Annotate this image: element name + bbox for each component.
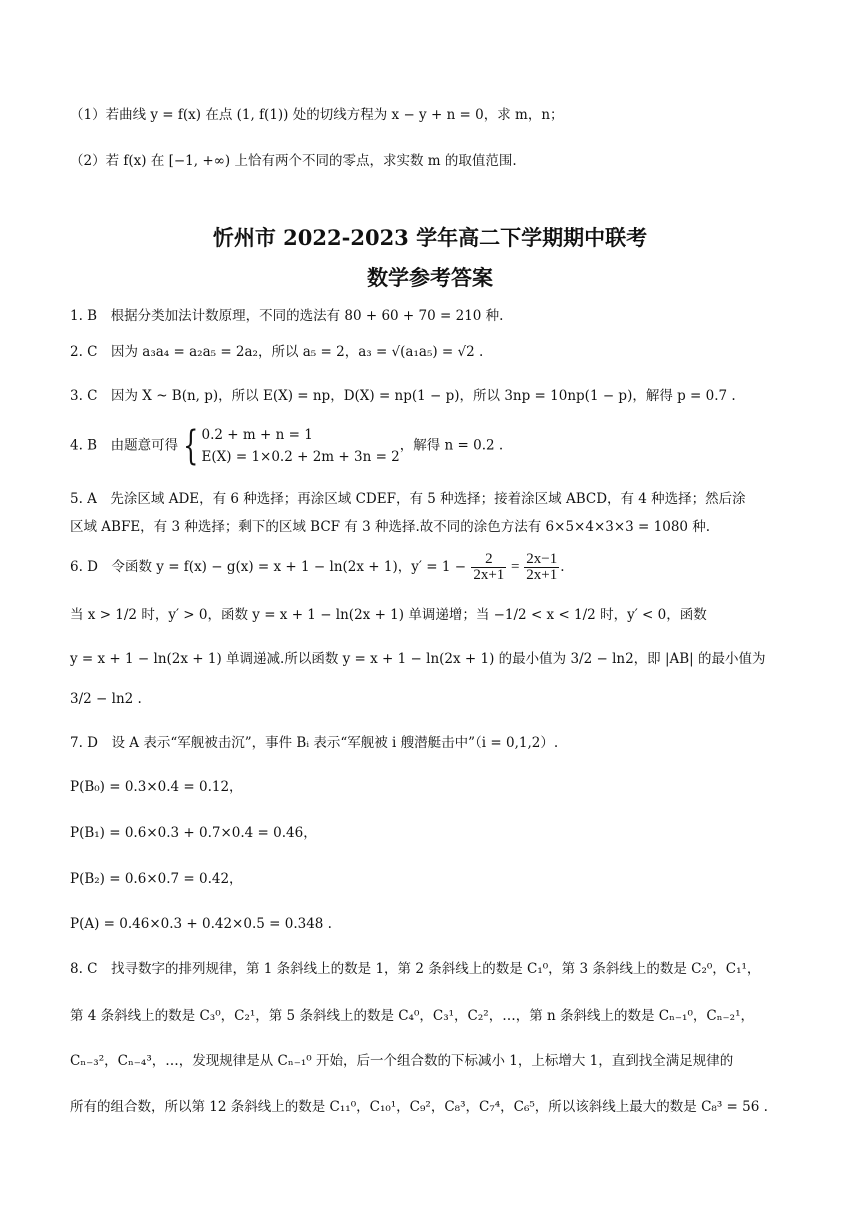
answer-7-line-5: P(A) = 0.46×0.3 + 0.42×0.5 = 0.348 . (70, 916, 332, 932)
question-part-1: （1）若曲线 y = f(x) 在点 (1, f(1)) 处的切线方程为 x − y + n = 0，求 m，n； (70, 107, 564, 123)
answer-4-suffix: ，解得 n = 0.2 . (399, 437, 504, 454)
answer-7-line-1: 7. D 设 A 表示“军舰被击沉”，事件 Bᵢ 表示“军舰被 i 艘潜艇击中”（i = 0,1,2）. (70, 735, 559, 751)
answer-6-line-4: 3/2 − ln2 . (70, 691, 142, 707)
page-subtitle: 数学参考答案 (367, 265, 493, 290)
answer-4 (70, 424, 800, 468)
fraction-derivative-1: $\frac{2}{2x+1}$ (473, 551, 505, 583)
answer-5-line-2: 区域 ABFE，有 3 种选择；剩下的区域 BCF 有 3 种选择.故不同的涂色方法有 6×5×4×3×3 = 1080 种. (70, 519, 711, 535)
question-part-2: （2）若 f(x) 在 [−1, +∞) 上恰有两个不同的零点，求实数 m 的取值范围. (70, 153, 517, 169)
answer-7-line-4: P(B₂) = 0.6×0.7 = 0.42， (70, 871, 243, 887)
answer-8-line-4: 所有的组合数，所以第 12 条斜线上的数是 C₁₁⁰，C₁₀¹，C₉²，C₈³，C₇⁴，C₆⁵，所以该斜线上最大的数是 C₈³ = 56 . (70, 1099, 768, 1115)
answer-5-line-1: 5. A 先涂区域 ADE，有 6 种选择；再涂区域 CDEF，有 5 种选择；接着涂区域 ABCD，有 4 种选择；然后涂 (70, 491, 746, 507)
answer-6-line-1: 6. D 令函数 y = f(x) − g(x) = x + 1 − ln(2x + 1)，y′ = 1 − $\frac{2}{2x+1}$ = $\frac{2x-1}{2x+1}$ . (70, 551, 565, 583)
answer-8-line-3: Cₙ₋₃²，Cₙ₋₄³，…，发现规律是从 Cₙ₋₁⁰ 开始，后一个组合数的下标减小 1，上标增大 1，直到找全满足规律的 (70, 1053, 734, 1069)
fraction-derivative-2: $\frac{2x-1}{2x+1}$ (526, 551, 558, 583)
page-title: 忻州市 2022-2023 学年高二下学期期中联考 (212, 225, 648, 250)
answer-6-line-1-text: 6. D 令函数 y = f(x) − g(x) = x + 1 − ln(2x + 1)，y′ = 1 − (70, 559, 467, 575)
answer-8-line-1: 8. C 找寻数字的排列规律，第 1 条斜线上的数是 1，第 2 条斜线上的数是 C₁⁰，第 3 条斜线上的数是 C₂⁰，C₁¹， (70, 961, 761, 977)
answer-8-line-2: 第 4 条斜线上的数是 C₃⁰，C₂¹，第 5 条斜线上的数是 C₄⁰，C₃¹，C₂²，…，第 n 条斜线上的数是 Cₙ₋₁⁰，Cₙ₋₂¹， (70, 1008, 754, 1024)
equation-2: E(X) = 1×0.2 + 2m + 3n = 2 (201, 449, 400, 465)
answer-2: 2. C 因为 a₃a₄ = a₂a₅ = 2a₂，所以 a₅ = 2，a₃ = √(a₁a₅) = √2 . (70, 344, 484, 360)
answer-7-line-3: P(B₁) = 0.6×0.3 + 0.7×0.4 = 0.46， (70, 825, 317, 841)
answer-6-line-3: y = x + 1 − ln(2x + 1) 单调递减.所以函数 y = x + 1 − ln(2x + 1) 的最小值为 3/2 − ln2，即 |AB| 的最小值为 (70, 651, 766, 667)
equation-system (202, 424, 400, 468)
answer-7-line-2: P(B₀) = 0.3×0.4 = 0.12， (70, 779, 243, 795)
answer-3: 3. C 因为 X ~ B(n, p)，所以 E(X) = np，D(X) = np(1 − p)，所以 3np = 10np(1 − p)，解得 p = 0.7 . (70, 388, 736, 404)
answer-1: 1. B 根据分类加法计数原理，不同的选法有 80 + 60 + 70 = 210 种. (70, 308, 504, 324)
answer-6-line-2: 当 x > 1/2 时，y′ > 0，函数 y = x + 1 − ln(2x + 1) 单调递增；当 −1/2 < x < 1/2 时，y′ < 0，函数 (70, 607, 707, 623)
brace-symbol: { (183, 423, 199, 469)
answer-4-prefix: 4. B 由题意可得 (70, 437, 179, 454)
equation-1: 0.2 + m + n = 1 (201, 427, 313, 443)
